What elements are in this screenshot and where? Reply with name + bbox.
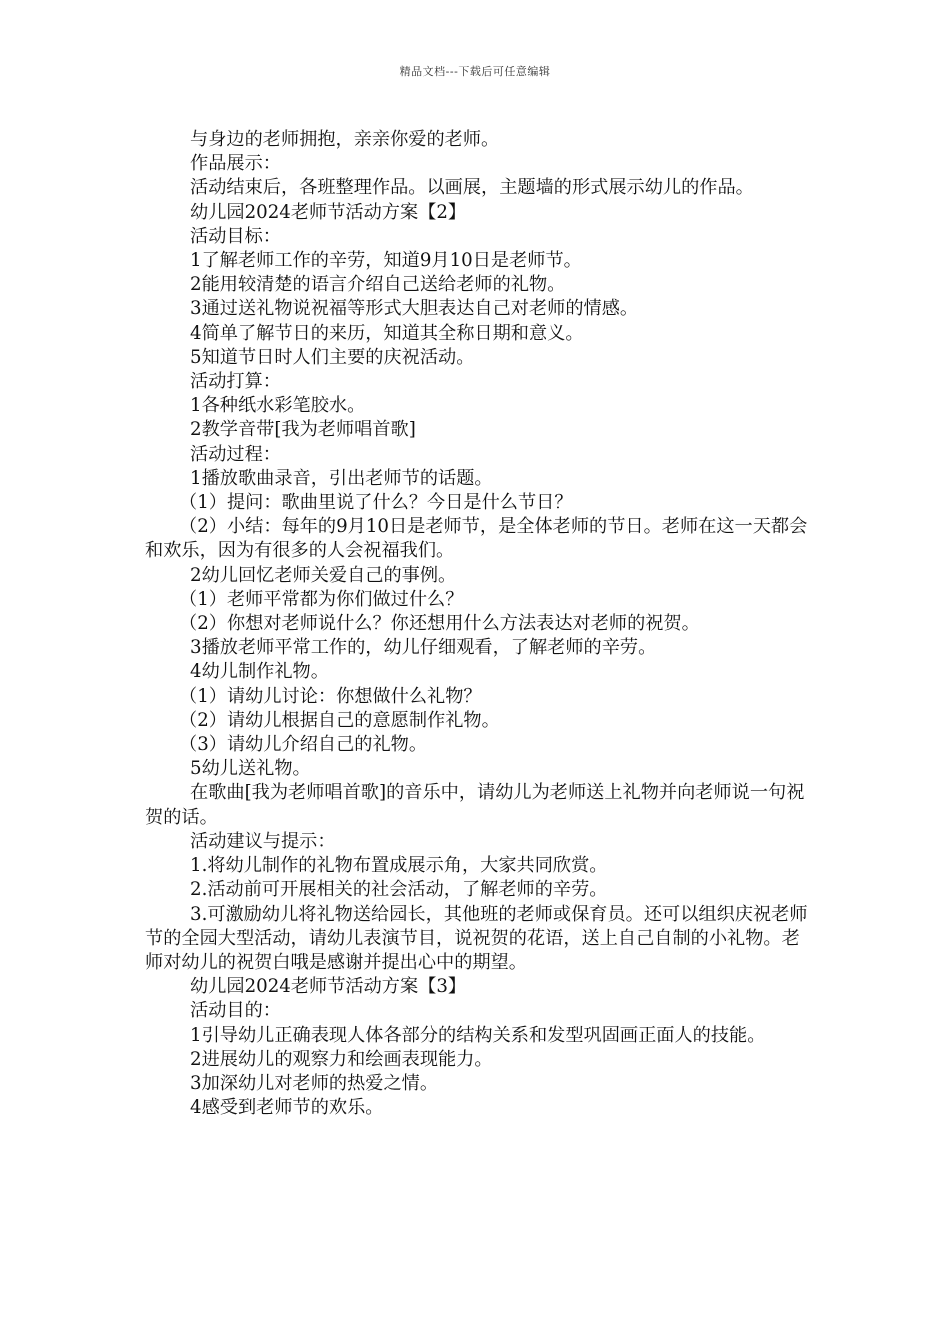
paragraph: 5幼儿送礼物。 xyxy=(190,758,311,780)
paragraph: 与身边的老师拥抱，亲亲你爱的老师。 xyxy=(190,129,500,150)
paragraph: （2）请幼儿根据自己的意愿制作礼物。 xyxy=(179,709,500,731)
paragraph: 2能用较清楚的语言介绍自己送给老师的礼物。 xyxy=(190,274,566,296)
paragraph: 在歌曲[我为老师唱首歌]的音乐中，请幼儿为老师送上礼物并向老师说一句祝贺的话。 xyxy=(145,782,805,828)
paragraph: 1引导幼儿正确表现人体各部分的结构关系和发型巩固画正面人的技能。 xyxy=(190,1024,766,1046)
paragraph: （1）老师平常都为你们做过什么？ xyxy=(179,588,464,610)
document-body xyxy=(145,128,813,1120)
paragraph: 活动结束后，各班整理作品。以画展，主题墙的形式展示幼儿的作品。 xyxy=(190,177,754,199)
paragraph: 1了解老师工作的辛劳，知道9月10日是老师节。 xyxy=(190,250,582,272)
paragraph: 2.活动前可开展相关的社会活动，了解老师的辛劳。 xyxy=(190,879,608,901)
paragraph: 1播放歌曲录音，引出老师节的话题。 xyxy=(190,467,493,489)
paragraph: 活动目的： xyxy=(190,1000,281,1022)
paragraph: 4幼儿制作礼物。 xyxy=(190,661,329,683)
page-header: 精品文档---下载后可任意编辑 xyxy=(399,65,551,78)
paragraph: 活动过程： xyxy=(190,443,281,465)
paragraph: 5知道节日时人们主要的庆祝活动。 xyxy=(190,346,475,368)
paragraph: （3）请幼儿介绍自己的礼物。 xyxy=(179,734,428,756)
paragraph: 活动建议与提示： xyxy=(190,830,336,852)
paragraph: 幼儿园2024老师节活动方案【2】 xyxy=(190,201,467,223)
paragraph: 2进展幼儿的观察力和绘画表现能力。 xyxy=(190,1048,493,1070)
paragraph: （1）请幼儿讨论：你想做什么礼物？ xyxy=(179,685,482,707)
paragraph: 4简单了解节日的来历，知道其全称日期和意义。 xyxy=(190,322,584,344)
paragraph: 1各种纸水彩笔胶水。 xyxy=(190,395,366,417)
paragraph: 2幼儿回忆老师关爱自己的事例。 xyxy=(190,564,457,586)
paragraph: 作品展示： xyxy=(190,153,281,175)
paragraph: （1）提问：歌曲里说了什么？今日是什么节日？ xyxy=(179,492,573,514)
paragraph: 3播放老师平常工作的，幼儿仔细观看，了解老师的辛劳。 xyxy=(190,637,657,659)
paragraph: （2）小结：每年的9月10日是老师节，是全体老师的节日。老师在这一天都会和欢乐，因为有很多的人会祝福我们。 xyxy=(145,516,808,562)
paragraph: 2教学音带[我为老师唱首歌] xyxy=(190,419,416,441)
paragraph: 3加深幼儿对老师的热爱之情。 xyxy=(190,1072,439,1094)
paragraph: （2）你想对老师说什么？你还想用什么方法表达对老师的祝贺。 xyxy=(179,613,700,635)
paragraph: 活动打算： xyxy=(190,371,281,393)
paragraph: 幼儿园2024老师节活动方案【3】 xyxy=(190,976,467,998)
paragraph: 4感受到老师节的欢乐。 xyxy=(190,1097,384,1119)
paragraph: 活动目标： xyxy=(190,225,281,247)
paragraph: 3通过送礼物说祝福等形式大胆表达自己对老师的情感。 xyxy=(190,298,639,320)
paragraph: 1.将幼儿制作的礼物布置成展示角，大家共同欣赏。 xyxy=(190,855,608,877)
paragraph: 3.可激励幼儿将礼物送给园长，其他班的老师或保育员。还可以组织庆祝老师节的全园大型活动，请幼儿表演节目，说祝贺的花语，送上自己自制的小礼物。老师对幼儿的祝贺白哦是感谢并提出心中的期望。 xyxy=(145,903,808,973)
